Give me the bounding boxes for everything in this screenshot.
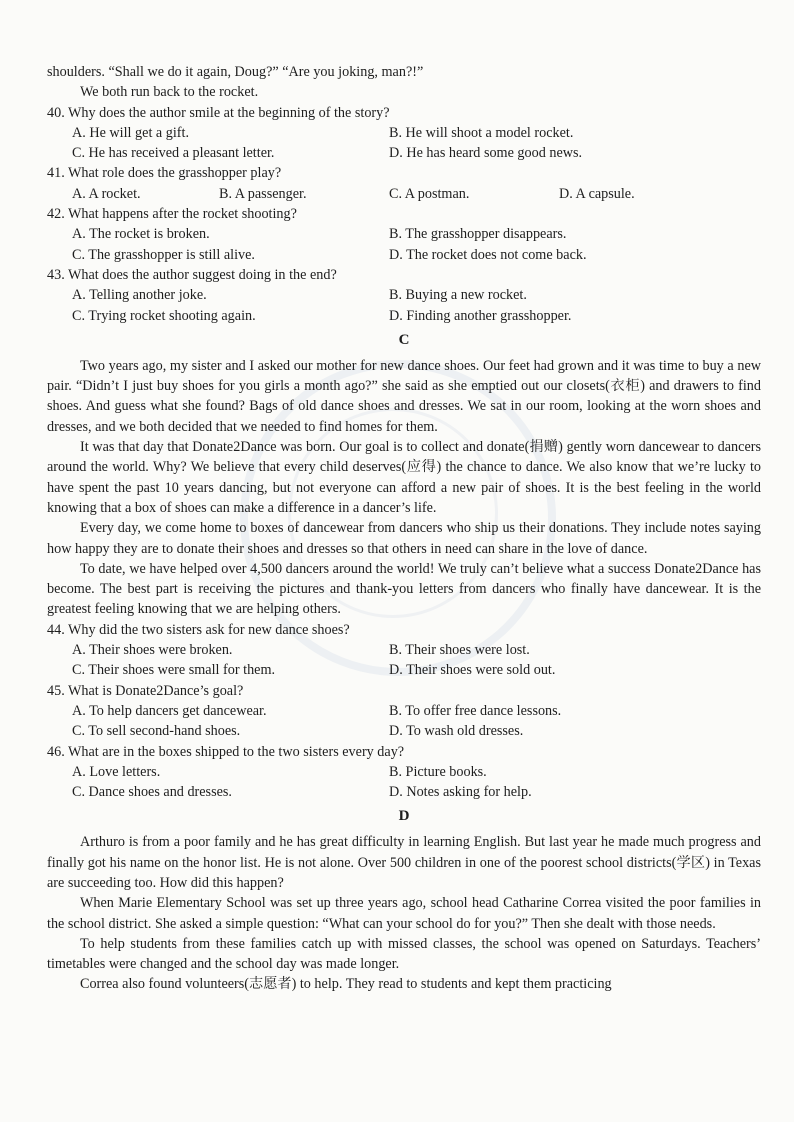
question-41 [47,163,761,204]
question-options [47,123,761,164]
option-b: B. The grasshopper disappears. [389,226,567,243]
section-c-paragraph-2: It was that day that Donate2Dance was born. Our goal is to collect and donate(捐赠) gently worn dancewear to dancers around the world. Why? We believe that every child deserves(应得) the chance to dance. We also know that we’re lucky to have spent the past 10 years dancing, but not everyone can afford a new pair of shoes. It is the best feeling in the world knowing that a box of shoes can make a difference in a dancer’s life. [47,439,761,516]
intro-line-2: We both run back to the rocket. [80,84,259,101]
option-a: A. A rocket. [72,185,141,202]
question-stem: 43. What does the author suggest doing in the end? [47,266,337,283]
question-stem: 46. What are in the boxes shipped to the two sisters every day? [47,743,405,760]
option-d: D. A capsule. [559,185,635,202]
option-b: B. Their shoes were lost. [389,642,530,659]
option-b: B. Buying a new rocket. [389,287,527,304]
question-options [47,701,761,742]
question-42 [47,204,761,265]
option-c: C. Trying rocket shooting again. [72,307,256,324]
question-stem: 41. What role does the grasshopper play? [47,165,282,182]
option-c: C. Their shoes were small for them. [72,662,276,679]
question-stem: 45. What is Donate2Dance’s goal? [47,682,244,699]
option-b: B. Picture books. [389,763,487,780]
section-d-title: D [398,808,410,825]
question-46 [47,742,761,803]
option-a: A. Their shoes were broken. [72,642,233,659]
question-options [47,762,761,803]
section-c-title: C [398,331,410,348]
question-options [47,184,761,204]
question-options [47,224,761,265]
option-a: A. Telling another joke. [72,287,207,304]
option-c: C. He has received a pleasant letter. [72,145,275,162]
option-c: C. Dance shoes and dresses. [72,784,232,801]
option-b: B. A passenger. [219,185,307,202]
option-d: D. To wash old dresses. [389,723,524,740]
section-c-paragraph-3: Every day, we come home to boxes of dancewear from dancers who ship us their donations. They include notes saying how happy they are to donate their shoes and dresses so that others in need can share in the love of dance. [47,520,761,557]
section-d-paragraph-2: When Marie Elementary School was set up three years ago, school head Catharine Correa visited the poor families in the school district. She asked a simple question: “What can your school do for you?” Then she dealt with those needs. [47,895,761,932]
option-d: D. He has heard some good news. [389,145,583,162]
option-a: A. To help dancers get dancewear. [72,702,267,719]
question-stem: 44. Why did the two sisters ask for new dance shoes? [47,621,350,638]
option-a: A. He will get a gift. [72,124,190,141]
option-d: D. Their shoes were sold out. [389,662,556,679]
option-c: C. The grasshopper is still alive. [72,246,255,263]
section-c-paragraph-4: To date, we have helped over 4,500 dancers around the world! We truly can’t believe what a success Donate2Dance has become. The best part is receiving the pictures and thank-you letters from dancers who finally have dancewear. It is the greatest feeling knowing that we are helping others. [47,560,761,618]
question-options [47,640,761,681]
question-43 [47,265,761,326]
option-c: C. A postman. [389,185,470,202]
question-stem: 42. What happens after the rocket shooting? [47,206,297,223]
question-40 [47,103,761,164]
section-d-paragraph-4: Correa also found volunteers(志愿者) to help. They read to students and kept them practicing [80,976,612,993]
question-44 [47,620,761,681]
exam-page [47,62,761,995]
section-d-paragraph-1: Arthuro is from a poor family and he has great difficulty in learning English. But last year he made much progress and finally got his name on the honor list. He is not alone. Over 500 children in one of the poorest school districts(学区) in Texas are succeeding too. How did this happen? [47,834,761,891]
option-a: A. Love letters. [72,763,161,780]
option-c: C. To sell second-hand shoes. [72,723,241,740]
section-d-paragraph-3: To help students from these families catch up with missed classes, the school was opened on Saturdays. Teachers’ timetables were changed and the school day was made longer. [47,935,761,973]
section-c-paragraph-1: Two years ago, my sister and I asked our mother for new dance shoes. Our feet had grown and it was time to buy a new pair. “Didn’t I just buy shoes for you girls a month ago?” she said as she emptied out our closets(衣柜) and drawers to find shoes. And guess what she found? Bags of old dance shoes and dresses. We sat in our room, looking at the worn shoes and dresses, and we both decided that we needed to find homes for them. [47,357,761,435]
option-a: A. The rocket is broken. [72,226,210,243]
option-b: B. He will shoot a model rocket. [389,124,574,141]
intro-line-1: shoulders. “Shall we do it again, Doug?” “Are you joking, man?!” [47,64,424,80]
question-45 [47,681,761,742]
question-options [47,285,761,326]
option-d: D. The rocket does not come back. [389,246,587,263]
option-b: B. To offer free dance lessons. [389,702,562,719]
question-stem: 40. Why does the author smile at the beginning of the story? [47,104,390,121]
option-d: D. Notes asking for help. [389,784,532,801]
option-d: D. Finding another grasshopper. [389,307,572,324]
